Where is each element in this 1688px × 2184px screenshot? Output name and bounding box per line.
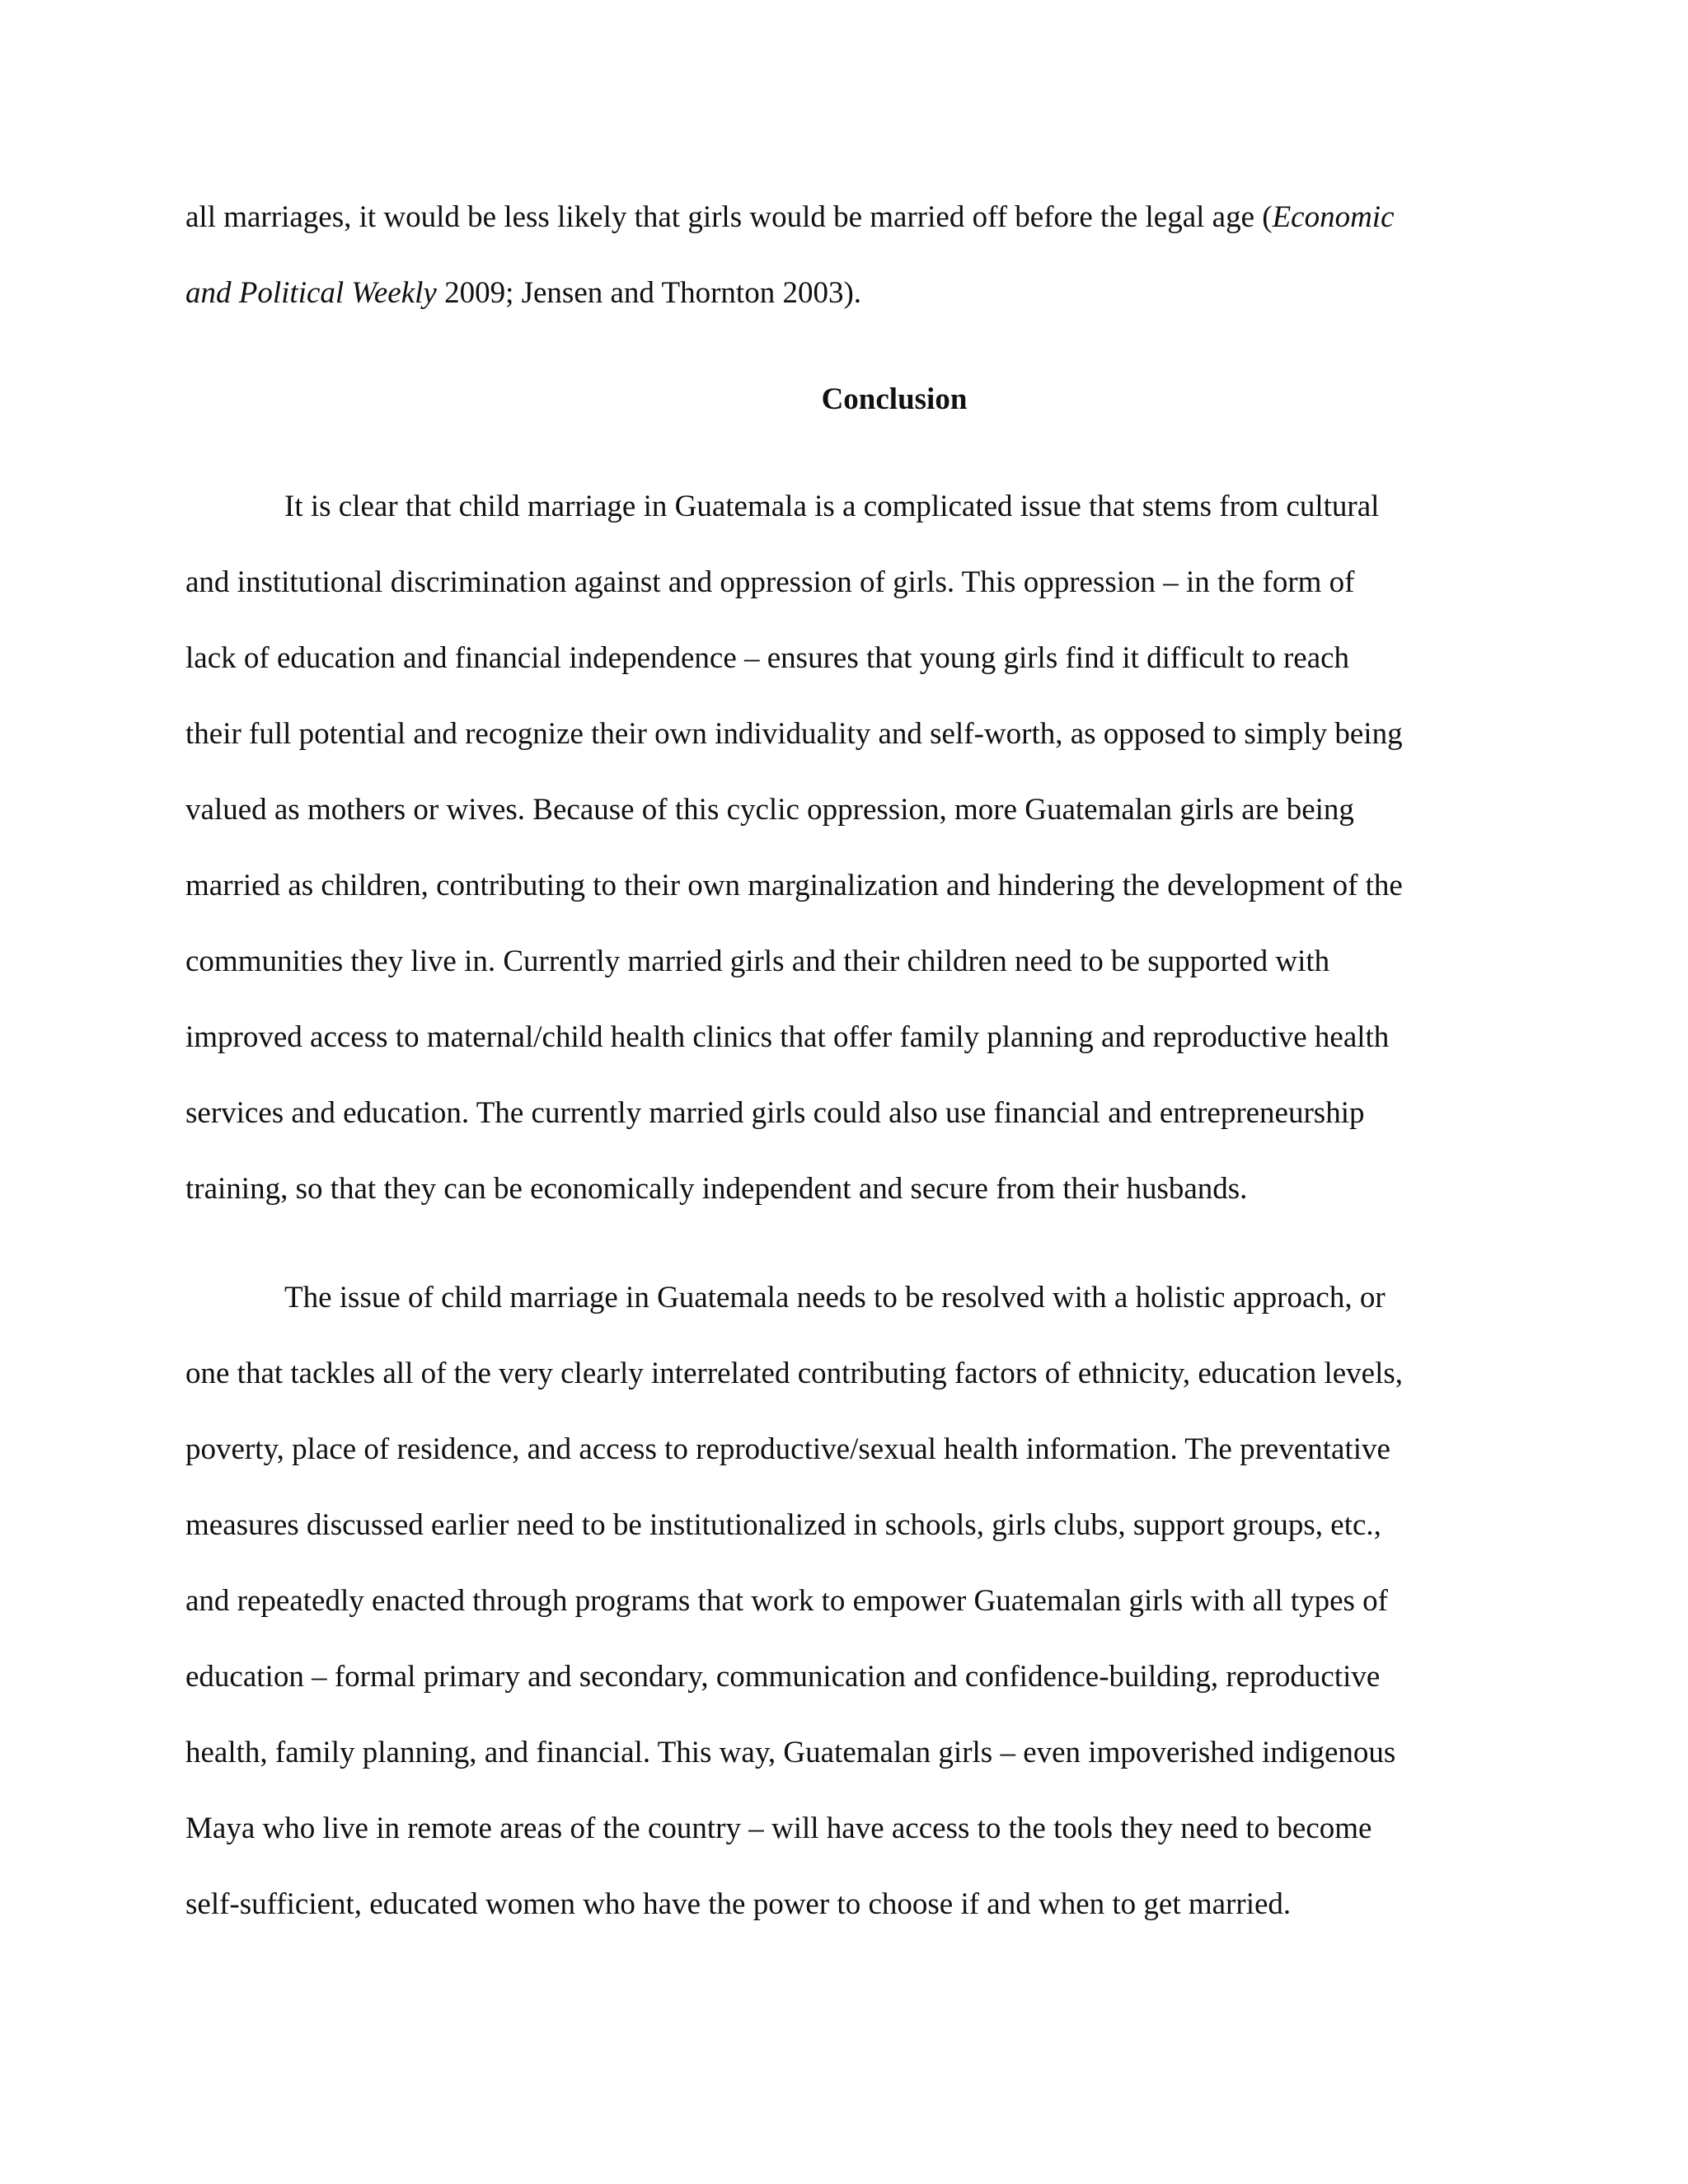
paragraph-line: measures discussed earlier need to be institutionalized in schools, girls clubs, support groups, etc., [185, 1508, 1381, 1542]
paragraph-line: married as children, contributing to their own marginalization and hindering the development of the [185, 869, 1403, 902]
paragraph-line: communities they live in. Currently married girls and their children need to be supported with [185, 944, 1330, 978]
paragraph-line: and repeatedly enacted through programs that work to empower Guatemalan girls with all types of [185, 1584, 1388, 1618]
paragraph-line: self-sufficient, educated women who have the power to choose if and when to get married. [185, 1887, 1292, 1921]
body-text: 2009; Jensen and Thornton 2003). [436, 276, 862, 310]
section-heading: Conclusion [821, 382, 968, 416]
paragraph-line [185, 199, 1395, 236]
paragraph-line: health, family planning, and financial. This way, Guatemalan girls – even impoverished indigenous [185, 1736, 1396, 1769]
paragraph-line: their full potential and recognize their own individuality and self-worth, as opposed to simply being [185, 717, 1403, 751]
paragraph-line: services and education. The currently married girls could also use financial and entrepreneurship [185, 1096, 1365, 1130]
paragraph-line: training, so that they can be economically independent and secure from their husbands. [185, 1172, 1248, 1206]
paragraph-line: The issue of child marriage in Guatemala needs to be resolved with a holistic approach, or [284, 1281, 1386, 1315]
paragraph-line: one that tackles all of the very clearly interrelated contributing factors of ethnicity, education levels, [185, 1357, 1404, 1390]
paragraph-line: poverty, place of residence, and access to reproductive/sexual health information. The preventative [185, 1432, 1390, 1466]
body-text: all marriages, it would be less likely that girls would be married off before the legal age ( [185, 200, 1273, 234]
paragraph-line: It is clear that child marriage in Guatemala is a complicated issue that stems from cultural [284, 490, 1380, 523]
paragraph-line: improved access to maternal/child health clinics that offer family planning and reproductive health [185, 1020, 1390, 1054]
paragraph-line: and institutional discrimination against and oppression of girls. This oppression – in the form of [185, 565, 1355, 599]
paragraph-line: education – formal primary and secondary, communication and confidence-building, reproductive [185, 1660, 1381, 1694]
journal-title: and Political Weekly [185, 276, 437, 310]
journal-title: Economic [1272, 200, 1395, 234]
paragraph-line: lack of education and financial independence – ensures that young girls find it difficult to reach [185, 641, 1350, 675]
paragraph-line: Maya who live in remote areas of the country – will have access to the tools they need to become [185, 1811, 1372, 1845]
paragraph-line [185, 275, 861, 312]
paragraph-line: valued as mothers or wives. Because of this cyclic oppression, more Guatemalan girls are being [185, 793, 1354, 827]
